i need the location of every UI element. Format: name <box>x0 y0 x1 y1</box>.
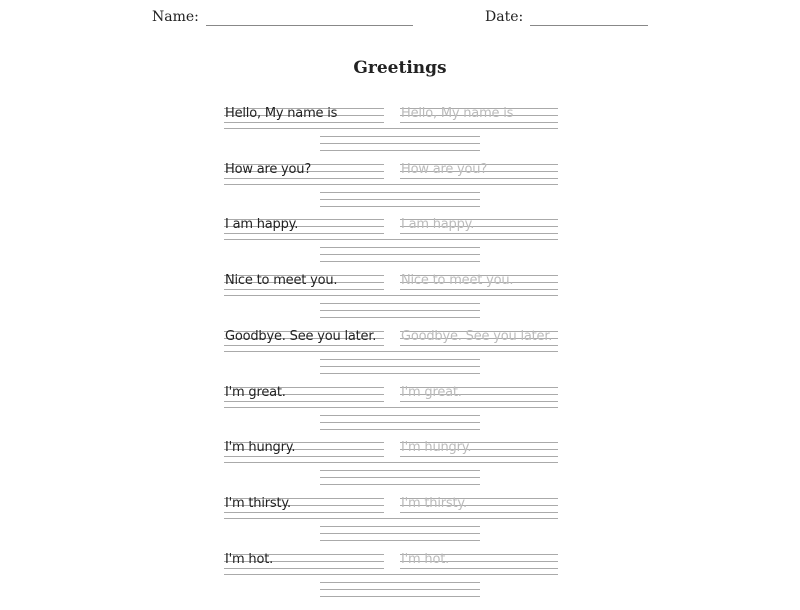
trace-sentence: Hello, My name is <box>401 106 514 121</box>
practice-row <box>0 108 800 164</box>
writing-line[interactable] <box>320 366 480 367</box>
model-guide-line <box>224 512 384 513</box>
model-guide-line <box>224 122 384 123</box>
practice-row <box>0 495 800 554</box>
model-sentence: I'm hungry. <box>225 440 296 456</box>
bottom-guide-line <box>224 351 558 352</box>
trace-guide-line <box>400 456 558 457</box>
practice-row <box>0 275 800 331</box>
writing-line[interactable] <box>320 373 480 374</box>
model-guide-line <box>224 289 384 290</box>
bottom-guide-line <box>224 462 558 463</box>
model-guide-line <box>224 178 384 179</box>
writing-line[interactable] <box>320 317 480 318</box>
bottom-guide-line <box>224 184 558 185</box>
date-blank[interactable] <box>530 25 648 26</box>
writing-line[interactable] <box>320 310 480 311</box>
writing-line[interactable] <box>320 429 480 430</box>
writing-line[interactable] <box>320 192 480 193</box>
trace-sentence: I'm hungry. <box>401 440 472 456</box>
writing-line[interactable] <box>320 303 480 304</box>
writing-line[interactable] <box>320 533 480 534</box>
model-guide-line <box>224 233 384 234</box>
trace-guide-line <box>400 401 558 402</box>
trace-sentence: How are you? <box>401 161 488 177</box>
writing-line[interactable] <box>320 582 480 583</box>
worksheet-title: Greetings <box>353 58 447 78</box>
practice-row <box>0 442 800 498</box>
practice-row <box>0 161 800 220</box>
bottom-guide-line <box>224 128 558 129</box>
practice-row <box>0 219 800 275</box>
bottom-guide-line <box>224 295 558 296</box>
trace-sentence: Goodbye. See you later. <box>401 328 553 344</box>
trace-guide-line <box>400 512 558 513</box>
writing-line[interactable] <box>320 247 480 248</box>
bottom-guide-line <box>224 574 558 575</box>
trace-guide-line <box>400 345 558 346</box>
writing-line[interactable] <box>320 484 480 485</box>
model-guide-line <box>224 568 384 569</box>
trace-guide-line <box>400 178 558 179</box>
writing-line[interactable] <box>320 206 480 207</box>
writing-line[interactable] <box>320 150 480 151</box>
date-label: Date: <box>485 9 524 25</box>
model-sentence: I'm hot. <box>225 551 274 567</box>
trace-sentence: I am happy. <box>401 217 475 233</box>
writing-line[interactable] <box>320 422 480 423</box>
writing-line[interactable] <box>320 589 480 590</box>
writing-line[interactable] <box>320 477 480 478</box>
model-sentence: Hello, My name is <box>225 106 338 121</box>
practice-row <box>0 328 800 387</box>
model-guide-line <box>224 456 384 457</box>
writing-line[interactable] <box>320 470 480 471</box>
bottom-guide-line <box>224 239 558 240</box>
model-sentence: Nice to meet you. <box>225 273 338 289</box>
trace-guide-line <box>400 568 558 569</box>
writing-line[interactable] <box>320 261 480 262</box>
model-guide-line <box>224 345 384 346</box>
trace-guide-line <box>400 233 558 234</box>
practice-row <box>0 551 800 610</box>
writing-line[interactable] <box>320 199 480 200</box>
trace-guide-line <box>400 122 558 123</box>
trace-sentence: Nice to meet you. <box>401 273 514 289</box>
trace-sentence: I'm thirsty. <box>401 495 467 511</box>
writing-line[interactable] <box>320 143 480 144</box>
model-sentence: I am happy. <box>225 217 299 233</box>
trace-sentence: I'm hot. <box>401 551 450 567</box>
model-sentence: How are you? <box>225 161 312 177</box>
name-blank[interactable] <box>206 25 413 26</box>
writing-line[interactable] <box>320 540 480 541</box>
model-sentence: I'm great. <box>225 384 286 400</box>
name-label: Name: <box>152 9 199 25</box>
writing-line[interactable] <box>320 415 480 416</box>
writing-line[interactable] <box>320 136 480 137</box>
trace-sentence: I'm great. <box>401 384 462 400</box>
model-sentence: I'm thirsty. <box>225 495 291 511</box>
writing-line[interactable] <box>320 359 480 360</box>
trace-guide-line <box>400 289 558 290</box>
practice-row <box>0 384 800 443</box>
model-sentence: Goodbye. See you later. <box>225 328 377 344</box>
writing-line[interactable] <box>320 526 480 527</box>
writing-line[interactable] <box>320 254 480 255</box>
bottom-guide-line <box>224 407 558 408</box>
model-guide-line <box>224 401 384 402</box>
writing-line[interactable] <box>320 596 480 597</box>
bottom-guide-line <box>224 518 558 519</box>
